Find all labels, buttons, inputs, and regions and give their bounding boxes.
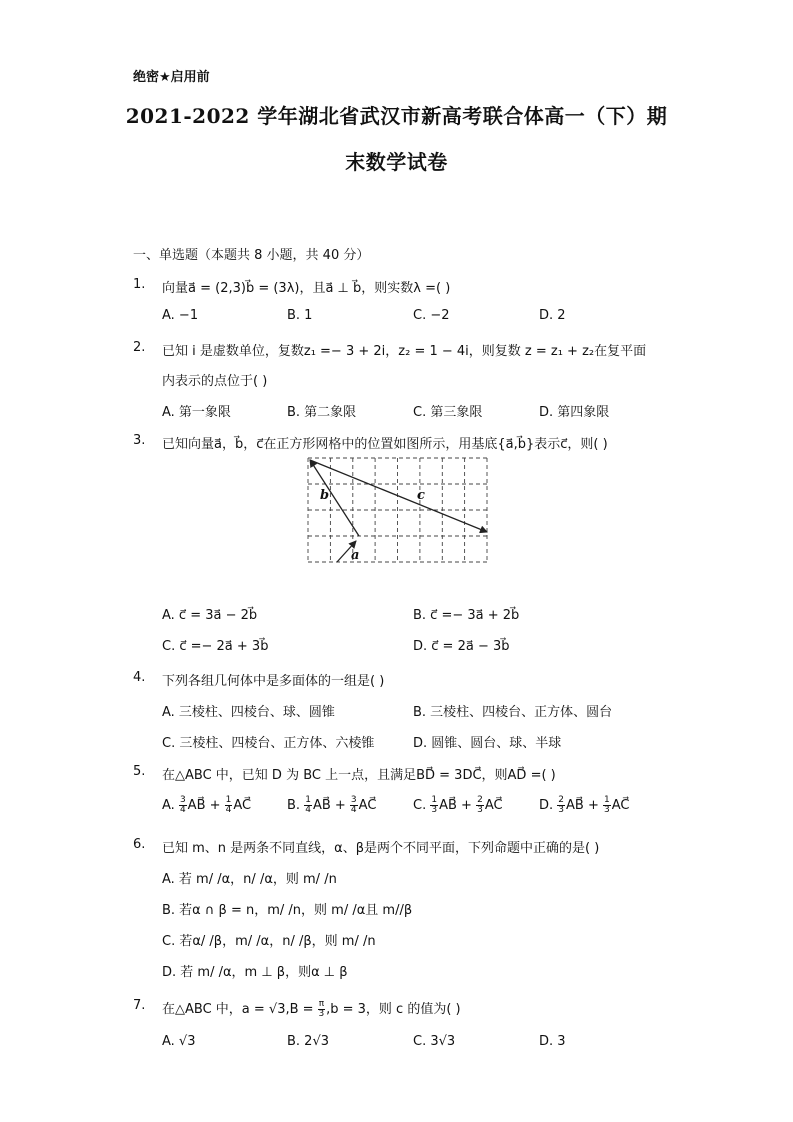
question-number: 4. xyxy=(133,670,146,685)
question-stem: 在△ABC 中，a = √3,B = $\frac{\pi}{3}$ ,b = 3，则 c 的值为( ) xyxy=(162,999,461,1019)
option-a: A. √3 xyxy=(162,1034,196,1049)
question-number: 1. xyxy=(133,277,146,292)
option-b: B. 三棱柱、四棱台、正方体、圆台 xyxy=(413,705,613,720)
option-a: A. 三棱柱、四棱台、球、圆锥 xyxy=(162,705,335,720)
page-title-line2: 末数学试卷 xyxy=(345,150,448,174)
question-number: 3. xyxy=(133,433,146,448)
option-a: A. $\frac{3}{4}$ AB⃗ + $\frac{1}{4}$ AC⃗ xyxy=(162,795,252,815)
vector-a-label: a xyxy=(351,548,360,563)
vector-grid-figure xyxy=(305,455,491,565)
option-b: B. $\frac{1}{4}$ AB⃗ + $\frac{3}{4}$ AC⃗ xyxy=(287,795,377,815)
question-stem: 向量a⃗ = (2,3)b⃗ = (3λ)，且a⃗ ⊥ b⃗，则实数λ =( ) xyxy=(162,281,451,296)
option-c: C. 若α/ /β，m/ /α，n/ /β，则 m/ /n xyxy=(162,934,376,949)
option-c: C. 第三象限 xyxy=(413,405,483,420)
question-number: 5. xyxy=(133,764,146,779)
option-a: A. 若 m/ /α，n/ /α，则 m/ /n xyxy=(162,872,337,887)
option-a: A. 第一象限 xyxy=(162,405,231,420)
option-b: B. c⃗ =− 3a⃗ + 2b⃗ xyxy=(413,608,520,623)
option-b: B. 2√3 xyxy=(287,1034,330,1049)
option-c: C. 三棱柱、四棱台、正方体、六棱锥 xyxy=(162,736,375,751)
section-heading: 一、单选题（本题共 8 小题，共 40 分） xyxy=(133,248,370,263)
question-stem: 已知向量a⃗，b⃗，c⃗在正方形网格中的位置如图所示，用基底{a⃗,b⃗}表示c⃗，则( ) xyxy=(162,437,608,452)
option-d: D. c⃗ = 2a⃗ − 3b⃗ xyxy=(413,639,510,654)
option-a: A. c⃗ = 3a⃗ − 2b⃗ xyxy=(162,608,258,623)
vector-b-arrow xyxy=(310,460,359,536)
option-d: D. 2 xyxy=(539,308,566,323)
option-c: C. −2 xyxy=(413,308,450,323)
option-d: D. 若 m/ /α，m ⊥ β，则α ⊥ β xyxy=(162,965,348,980)
question-number: 2. xyxy=(133,340,146,355)
option-c: C. $\frac{1}{3}$ AB⃗ + $\frac{2}{3}$ AC⃗ xyxy=(413,795,503,815)
question-stem: 已知 m、n 是两条不同直线，α、β是两个不同平面，下列命题中正确的是( ) xyxy=(162,841,600,856)
question-number: 6. xyxy=(133,837,146,852)
option-d: D. 第四象限 xyxy=(539,405,610,420)
option-c: C. c⃗ =− 2a⃗ + 3b⃗ xyxy=(162,639,269,654)
option-b: B. 若α ∩ β = n，m/ /n，则 m/ /α且 m//β xyxy=(162,903,413,918)
option-b: B. 1 xyxy=(287,308,313,323)
option-d: D. 圆锥、圆台、球、半球 xyxy=(413,736,562,751)
vector-b-label: b xyxy=(320,488,330,503)
question-stem-line1: 已知 i 是虚数单位，复数z₁ =− 3 + 2i，z₂ = 1 − 4i，则复数 z = z₁ + z₂在复平面 xyxy=(162,344,647,359)
option-a: A. −1 xyxy=(162,308,199,323)
page-title-line1: 2021-2022 学年湖北省武汉市新高考联合体高一（下）期 xyxy=(125,104,668,128)
vector-c-arrow xyxy=(310,460,487,532)
option-c: C. 3√3 xyxy=(413,1034,456,1049)
question-stem: 在△ABC 中，已知 D 为 BC 上一点，且满足BD⃗ = 3DC⃗，则AD⃗ =( ) xyxy=(162,768,556,783)
option-d: D. 3 xyxy=(539,1034,566,1049)
question-stem-line2: 内表示的点位于( ) xyxy=(162,374,268,389)
confidential-label: 绝密★启用前 xyxy=(133,70,210,85)
vector-c-label: c xyxy=(417,488,425,503)
question-number: 7. xyxy=(133,998,146,1013)
option-b: B. 第二象限 xyxy=(287,405,357,420)
grid-lines xyxy=(308,458,487,562)
question-stem: 下列各组几何体中是多面体的一组是( ) xyxy=(162,674,385,689)
option-d: D. $\frac{2}{3}$ AB⃗ + $\frac{1}{3}$ AC⃗ xyxy=(539,795,630,815)
